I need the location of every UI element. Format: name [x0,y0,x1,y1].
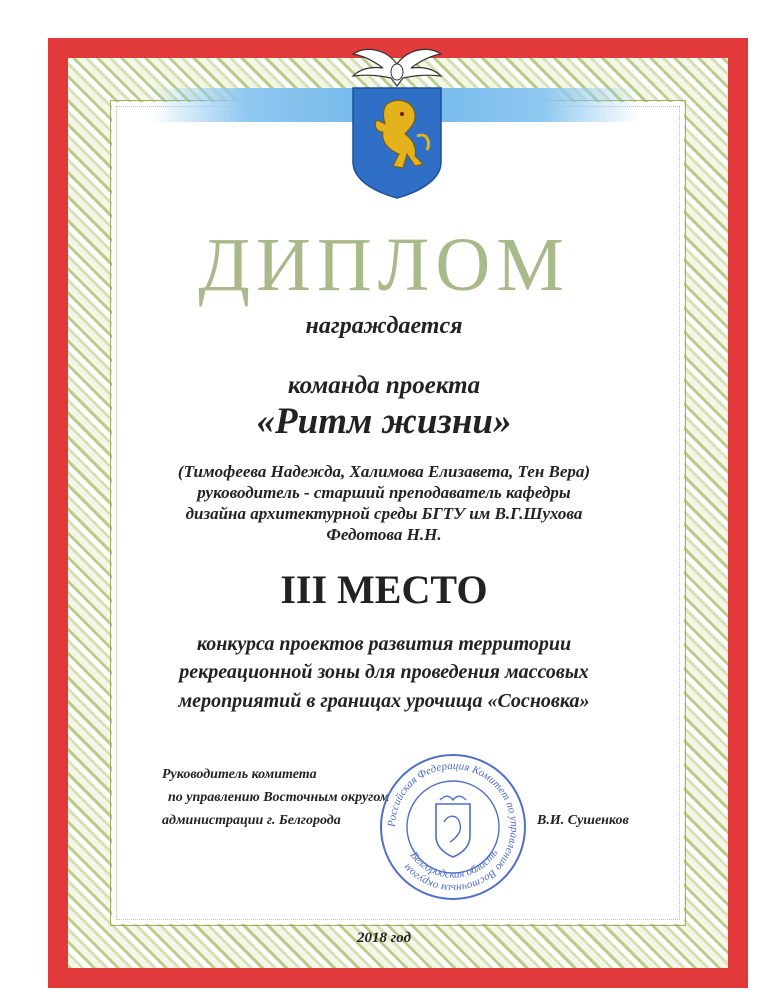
signatory-title-3: администрации г. Белгорода [162,813,341,828]
contest-line-3: мероприятий в границах урочища «Сосновка» [178,690,590,712]
signer-name: В.И. Сушенков [537,813,629,828]
document-title: ДИПЛОМ [198,223,570,307]
signatory-title-1: Руководитель комитета [162,767,317,782]
place-award: III МЕСТО [280,567,488,612]
stamp-outer-text: Российская Федерация Комитет по управлению Восточным округом [385,759,521,895]
stamp-bottom-text: Белгородская область [407,847,501,881]
team-line: команда проекта [287,372,481,399]
signatory-title-2: по управлению Восточным округом [168,790,390,805]
contest-line-2: рекреационной зоны для проведения массовых [179,661,589,683]
contest-line-1: конкурса проектов развития территории [196,633,572,655]
department-line: дизайна архитектурной среды БГТУ им В.Г.Шухова [185,504,583,523]
round-seal-icon [378,752,528,902]
supervisor-name: Федотова Н.Н. [326,525,442,544]
project-name: «Ритм жизни» [256,401,512,442]
year: 2018 год [356,930,412,946]
awarded-line: награждается [305,313,463,339]
team-members: (Тимофеева Надежда, Халимова Елизавета, Тен Вера) [177,462,591,481]
coat-of-arms-icon [347,42,447,200]
supervisor-line: руководитель - старший преподаватель кафедры [197,483,571,502]
